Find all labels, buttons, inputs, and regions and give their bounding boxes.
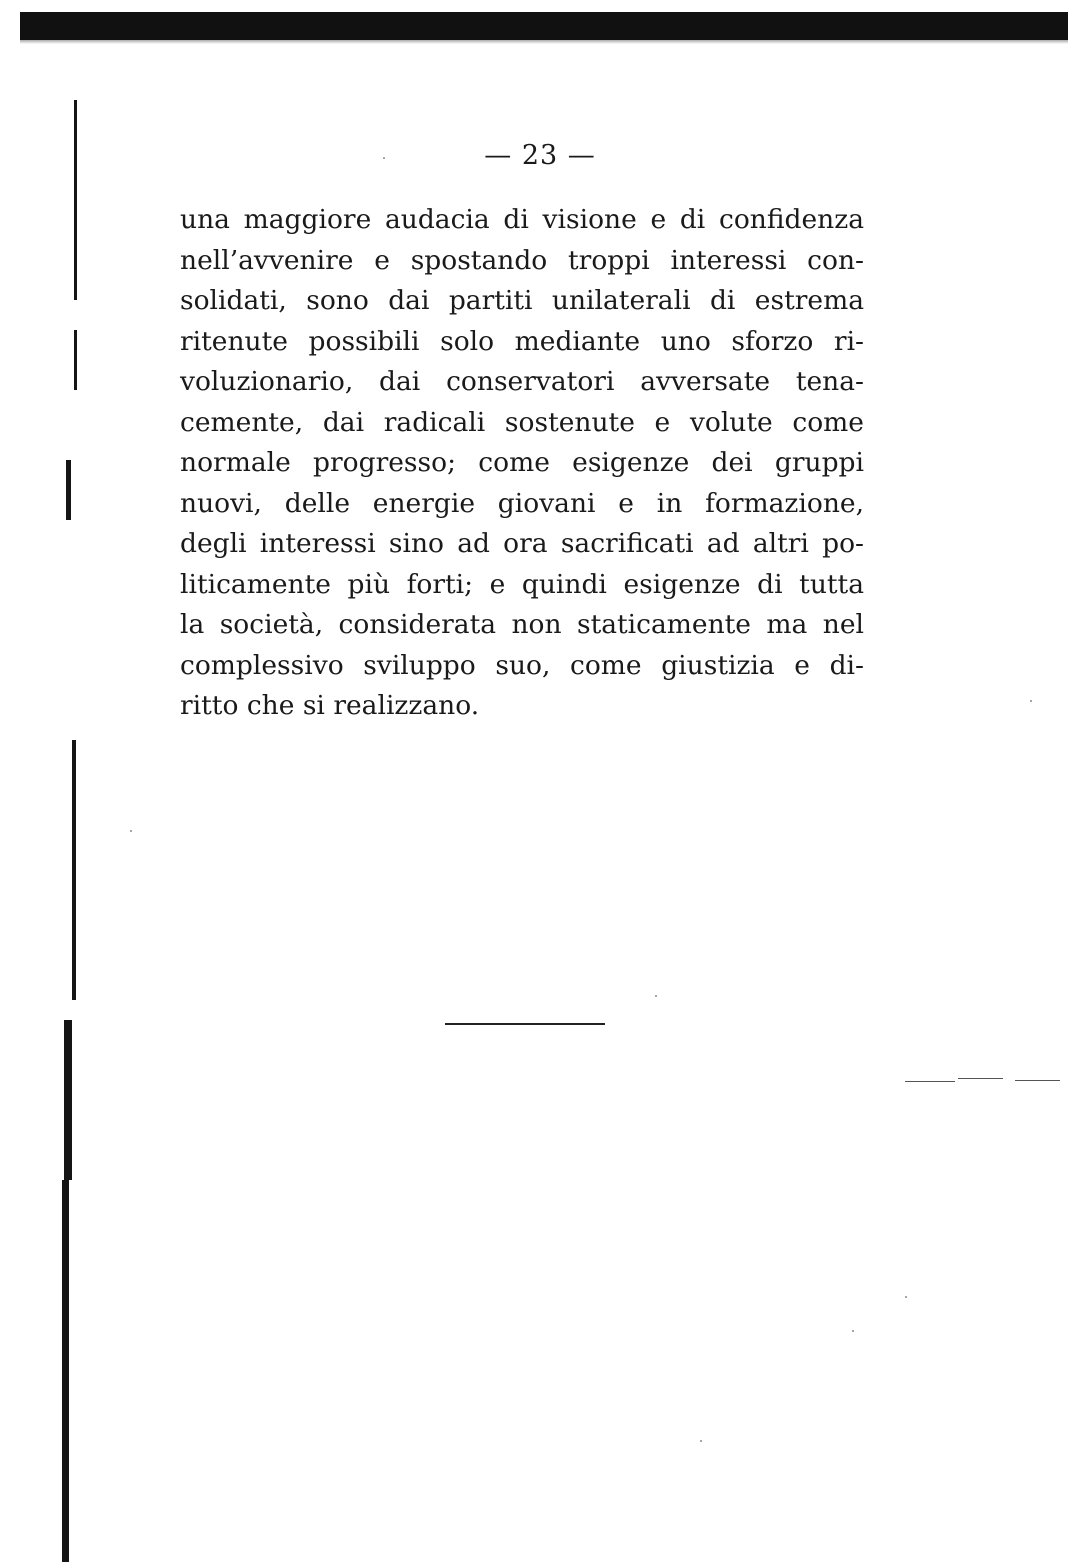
text-line: solidati, sono dai partiti unilaterali di estrema — [180, 285, 864, 316]
text-line: ritenute possibili solo mediante uno sforzo ri- — [180, 325, 864, 357]
scan-top-edge-shadow — [20, 40, 1068, 44]
text-line: complessivo sviluppo suo, come giustizia e di- — [180, 649, 864, 681]
text-line: cemente, dai radicali sostenute e volute come — [180, 406, 864, 438]
text-line: una maggiore audacia di visione e di confidenza — [180, 204, 864, 235]
text-line: normale progresso; come esigenze dei gruppi — [180, 447, 864, 478]
scan-speck — [655, 995, 657, 997]
text-line: nuovi, delle energie giovani e in formazione, — [180, 487, 864, 519]
body-paragraph — [180, 200, 864, 727]
text-line: liticamente più forti; e quindi esigenze di tutta — [180, 568, 864, 600]
page-number: — 23 — — [484, 140, 596, 171]
scan-speck — [700, 1440, 702, 1442]
section-end-rule — [445, 1023, 605, 1025]
text-line: degli interessi sino ad ora sacrificati ad altri po- — [180, 528, 864, 559]
scan-margin-mark — [1015, 1080, 1060, 1081]
scan-binding-edge — [60, 40, 78, 1562]
text-line: voluzionario, dai conservatori avversate tena- — [180, 366, 864, 397]
scan-margin-mark — [958, 1078, 1003, 1079]
text-line: la società, considerata non staticamente ma nel — [180, 609, 864, 640]
scan-speck — [130, 830, 132, 832]
text-line: ritto che si realizzano. — [180, 690, 480, 721]
scan-speck — [383, 157, 385, 159]
scan-speck — [905, 1296, 907, 1298]
scan-top-edge — [20, 12, 1068, 40]
text-line: nell’avvenire e spostando troppi interessi con- — [180, 244, 864, 276]
scan-speck — [1030, 700, 1032, 702]
scan-speck — [852, 1330, 854, 1332]
scan-margin-mark — [905, 1081, 955, 1082]
